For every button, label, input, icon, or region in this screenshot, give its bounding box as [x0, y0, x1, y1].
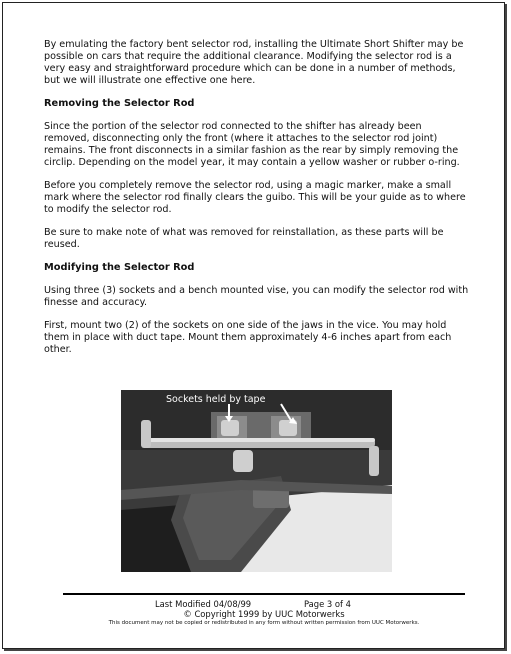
removing-paragraph-1: Since the portion of the selector rod connected to the shifter has already been removed, disconnecting only the front (where it attaches to the selector rod joint) remains. The front disconnects in a similar fashion as the rear by simply removing the circlip. Depending on the model year, it may contain a yellow washer or rubber o-ring. [44, 121, 460, 168]
page-footer [63, 599, 465, 627]
last-modified: Last Modified 04/08/99 [155, 599, 252, 609]
removing-paragraph-2: Before you completely remove the selector rod, using a magic marker, make a small mark where the selector rod finally clears the guibo. This will be your guide as to where to modify the selector rod. [44, 180, 466, 215]
footer-divider [63, 593, 465, 595]
photo-caption: Sockets held by tape [166, 394, 266, 405]
copy-notice: This document may not be copied or redistributed in any form without written permission from UUC Motorwerks. [108, 620, 420, 626]
page-content [44, 39, 470, 367]
section-heading-removing: Removing the Selector Rod [44, 98, 195, 109]
copyright: © Copyright 1999 by UUC Motorwerks [183, 609, 345, 619]
modifying-paragraph-2: First, mount two (2) of the sockets on one side of the jaws in the vice. You may hold them in place with duct tape. Mount them approximately 4-6 inches apart from each other. [44, 320, 452, 355]
removing-paragraph-3: Be sure to make note of what was removed for reinstallation, as these parts will be reused. [44, 227, 444, 250]
document-page [2, 2, 505, 649]
section-heading-modifying: Modifying the Selector Rod [44, 262, 195, 273]
footer-row [63, 599, 465, 609]
modifying-paragraph-1: Using three (3) sockets and a bench mounted vise, you can modify the selector rod with finesse and accuracy. [44, 285, 469, 308]
vise-photo-illustration [121, 390, 392, 572]
vise-photo [121, 390, 392, 572]
page-number: Page 3 of 4 [304, 599, 351, 609]
intro-paragraph: By emulating the factory bent selector rod, installing the Ultimate Short Shifter may be possible on cars that require the additional clearance. Modifying the selector rod is a very easy and straightforward procedure which can be done in a number of methods, but we will illustrate one effective one here. [44, 39, 464, 86]
